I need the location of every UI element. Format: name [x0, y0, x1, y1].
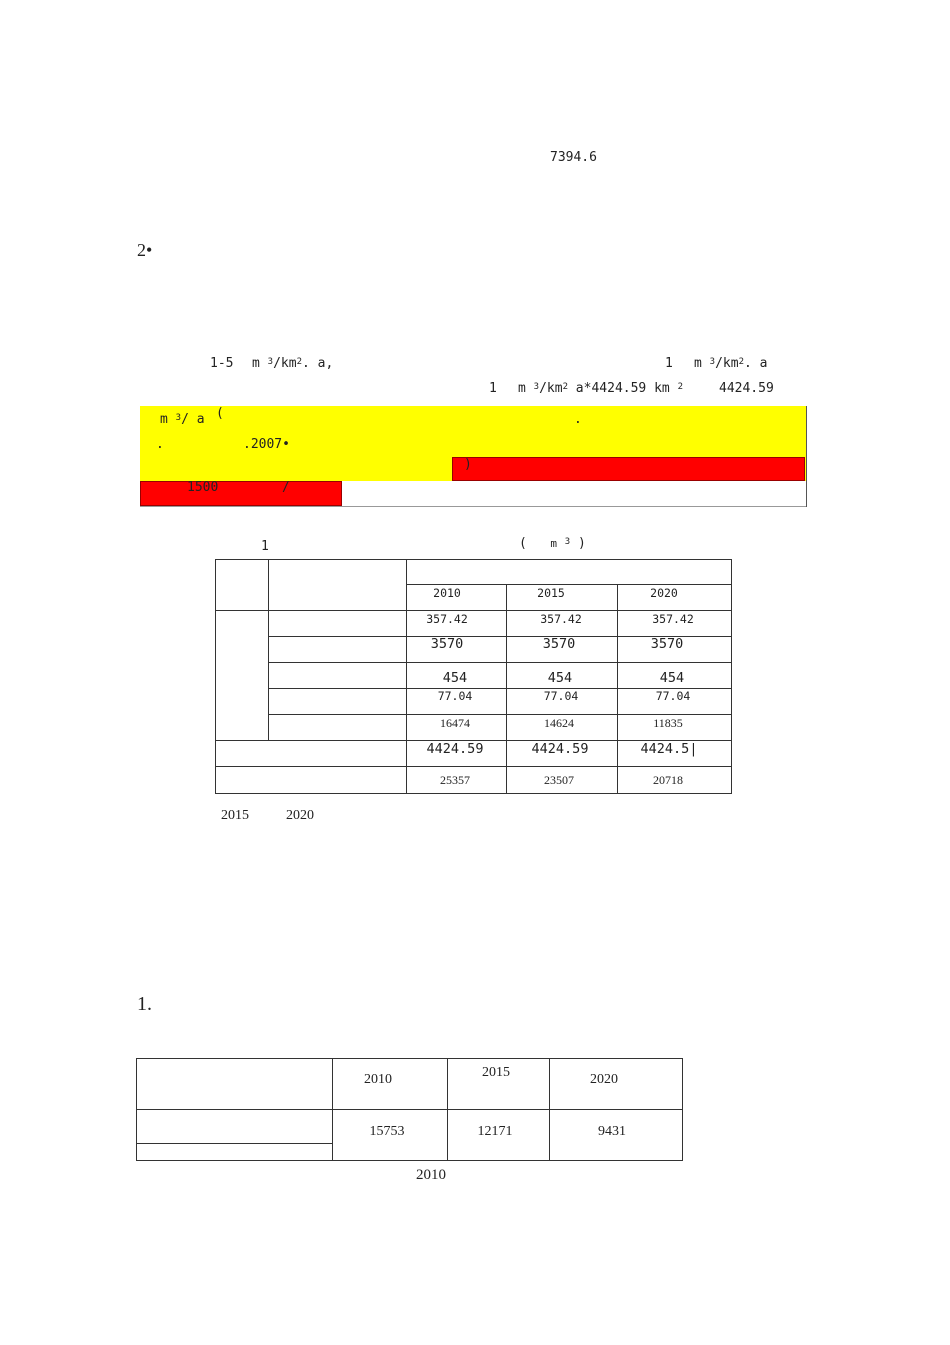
- table1-cell: 3570: [542, 636, 576, 652]
- table1-cell: 3570: [650, 636, 684, 652]
- hl-line1-dot: .: [574, 412, 582, 427]
- para-line2-unit: m $^3/km^2$ a*4424.59 km $^2$: [518, 381, 683, 396]
- table1-cell: 3570: [430, 636, 464, 652]
- hl-line2-dot: .: [156, 437, 164, 452]
- hl-line1-paren: (: [216, 406, 224, 421]
- table1-cell: 25357: [440, 773, 470, 787]
- table1-cell: 454: [659, 670, 685, 686]
- highlight-rule: [140, 506, 806, 507]
- bottom-year: 2010: [416, 1167, 446, 1183]
- para-line1-c: 1: [665, 356, 673, 371]
- hl-line1-unit: m $^3$/ a: [160, 412, 205, 427]
- table1-cell: 4424.5|: [640, 741, 698, 757]
- hl-line4-num: 1500: [187, 480, 219, 495]
- note-year-2020: 2020: [286, 808, 314, 823]
- table2-cell: 12171: [477, 1124, 513, 1139]
- table1-cell: 4424.59: [426, 741, 484, 757]
- table1-cell: 4424.59: [531, 741, 589, 757]
- table1-cell: 23507: [544, 773, 574, 787]
- hl-line2-year: .2007•: [243, 437, 290, 452]
- para-line1-a: 1-5: [210, 356, 234, 371]
- table2-year-2020: 2020: [590, 1072, 618, 1087]
- table1-cell: 77.04: [655, 689, 691, 703]
- table1-cell: 77.04: [437, 689, 473, 703]
- table1-cell: 77.04: [543, 689, 579, 703]
- highlight-red-1: [452, 457, 805, 481]
- highlight-red-2: [140, 481, 342, 506]
- table2-year-2015: 2015: [482, 1065, 510, 1080]
- table1-cell: 357.42: [540, 612, 582, 626]
- table2-cell: 9431: [598, 1124, 626, 1139]
- hl-line3-paren: ): [464, 457, 472, 472]
- highlight-rule-right: [806, 406, 807, 507]
- table1-cell: 454: [547, 670, 573, 686]
- para-line1-unit2: m $^3/km^2$. a: [694, 356, 768, 371]
- table1-cell: 11835: [653, 716, 683, 730]
- para-line1-unit: m $^3/km^2$. a,: [252, 356, 334, 371]
- table1-caption-num: 1: [261, 539, 269, 554]
- hl-line4-slash: /: [282, 480, 290, 495]
- para-line2-c: 4424.59: [719, 381, 774, 396]
- table1-year-2020: 2020: [650, 586, 678, 600]
- table1-cell: 16474: [440, 716, 470, 730]
- table2-cell: 15753: [369, 1124, 405, 1139]
- table1-cell: 20718: [653, 773, 683, 787]
- note-year-2015: 2015: [221, 808, 249, 823]
- table2-year-2010: 2010: [364, 1072, 392, 1087]
- para-line2-a: 1: [489, 381, 497, 396]
- table1-cell: 14624: [544, 716, 574, 730]
- table1-caption-unit: ( m $^3$ ): [519, 536, 586, 551]
- table1-cell: 357.42: [652, 612, 694, 626]
- section-1-heading: 1.: [137, 993, 152, 1015]
- section-2-heading: 2•: [137, 240, 153, 260]
- top-value: 7394.6: [550, 150, 597, 165]
- table1-year-2015: 2015: [537, 586, 565, 600]
- table1-cell: 454: [442, 670, 468, 686]
- table1-year-2010: 2010: [433, 586, 461, 600]
- table1-cell: 357.42: [426, 612, 468, 626]
